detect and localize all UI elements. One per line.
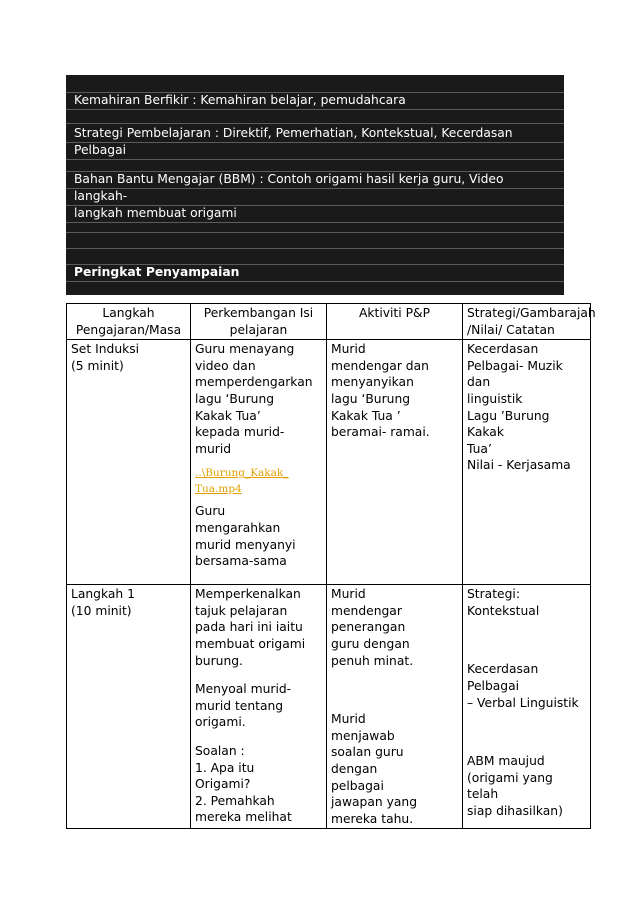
kemahiran-berfikir-text: Kemahiran Berfikir : Kemahiran belajar, pemudahcara bbox=[74, 93, 406, 107]
row-divider bbox=[66, 222, 564, 223]
video-link[interactable]: ..\Burung_Kakak_ Tua.mp4 bbox=[195, 467, 289, 496]
spacer bbox=[467, 711, 586, 753]
aktiviti-text: Murid menjawab soalan guru dengan pelbagai jawapan yang mereka tahu. bbox=[331, 712, 418, 826]
cell-langkah: Set Induksi (5 minit) bbox=[67, 340, 191, 585]
strategi-pembelajaran-text-cont: Pelbagai bbox=[74, 143, 127, 157]
spacer bbox=[195, 731, 322, 743]
table-row-set-induksi bbox=[67, 340, 591, 585]
strategi-pembelajaran-text: Strategi Pembelajaran : Direktif, Pemerhatian, Kontekstual, Kecerdasan bbox=[74, 126, 513, 140]
bbm-text-cont: langkah- bbox=[74, 189, 128, 203]
aktiviti-text: Murid mendengar penerangan guru dengan penuh minat. bbox=[331, 587, 414, 668]
spacer bbox=[195, 669, 322, 681]
row-divider bbox=[66, 232, 564, 233]
col-header-strategi: Strategi/Gambarajah /Nilai/ Catatan bbox=[463, 304, 591, 340]
strategi-text: ABM maujud (origami yang telah siap dihasilkan) bbox=[467, 754, 563, 818]
lesson-header-box bbox=[66, 75, 564, 295]
cell-isi bbox=[191, 340, 327, 585]
isi-text: Soalan : 1. Apa itu Origami? 2. Pemahkah mereka melihat bbox=[195, 743, 292, 825]
table-header-row bbox=[67, 304, 591, 340]
spacer bbox=[331, 669, 458, 711]
bbm-text-cont2: langkah membuat origami bbox=[74, 206, 237, 220]
table-row-langkah-1 bbox=[67, 585, 591, 829]
isi-text: Memperkenalkan tajuk pelajaran pada hari ini iaitu membuat origami burung. bbox=[195, 587, 306, 668]
cell-aktiviti: Murid mendengar dan menyanyikan lagu ‘Burung Kakak Tua ’ beramai- ramai. bbox=[327, 340, 463, 585]
spacer bbox=[467, 619, 586, 661]
isi-text: Guru menayang video dan memperdengarkan lagu ‘Burung Kakak Tua’ kepada murid- murid bbox=[195, 342, 313, 456]
row-divider bbox=[66, 109, 564, 110]
cell-strategi: Kecerdasan Pelbagai- Muzik dan linguistik Lagu ’Burung Kakak Tua’ Nilai - Kerjasama bbox=[463, 340, 591, 585]
bbm-text: Bahan Bantu Mengajar (BBM) : Contoh origami hasil kerja guru, Video bbox=[74, 172, 504, 186]
isi-text: Guru mengarahkan murid menyanyi bersama-sama bbox=[195, 504, 296, 569]
col-header-perkembangan: Perkembangan Isi pelajaran bbox=[191, 304, 327, 340]
cell-aktiviti bbox=[327, 585, 463, 829]
strategi-text: Strategi: Kontekstual bbox=[467, 587, 540, 618]
cell-langkah: Langkah 1 (10 minit) bbox=[67, 585, 191, 829]
isi-text: Menyoal murid- murid tentang origami. bbox=[195, 682, 292, 730]
peringkat-heading: Peringkat Penyampaian bbox=[74, 265, 240, 279]
row-divider bbox=[66, 248, 564, 249]
cell-strategi bbox=[463, 585, 591, 829]
col-header-langkah: Langkah Pengajaran/Masa bbox=[67, 304, 191, 340]
col-header-aktiviti: Aktiviti P&P bbox=[327, 304, 463, 340]
cell-isi bbox=[191, 585, 327, 829]
row-divider bbox=[66, 123, 564, 124]
row-divider bbox=[66, 281, 564, 282]
lesson-plan-table bbox=[66, 303, 596, 829]
strategi-text: Kecerdasan Pelbagai – Verbal Linguistik bbox=[467, 662, 579, 710]
row-divider bbox=[66, 159, 564, 160]
